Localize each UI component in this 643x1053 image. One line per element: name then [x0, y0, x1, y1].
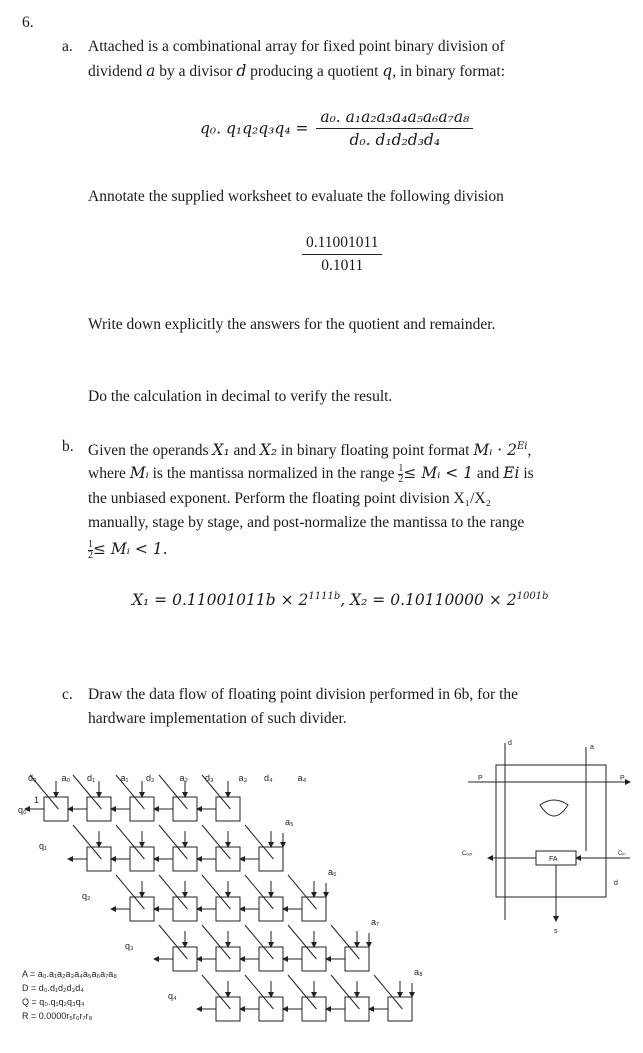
- xor-gate: [540, 800, 568, 816]
- cell-fa-label: FA: [549, 856, 558, 863]
- array-cell: [259, 847, 283, 871]
- top-label-5: a₂: [179, 773, 188, 783]
- part-c-line2: hardware implementation of such divider.: [88, 710, 347, 727]
- q-label-4: q₄: [168, 991, 177, 1001]
- legend-line-3: R = 0.0000r₅r₆r₇r₈: [22, 1011, 93, 1021]
- a-side-label-2: a₇: [371, 917, 380, 927]
- array-cell: [259, 997, 283, 1021]
- cell-d-out-label: d: [614, 880, 618, 887]
- div-numerator: 0.11001011: [302, 232, 382, 255]
- top-label-1: a₀: [61, 773, 71, 783]
- cell-p-in-label: P: [478, 775, 483, 782]
- array-cell: [173, 947, 197, 971]
- a-side-label-3: a₈: [414, 967, 423, 977]
- quotient-formula: q₀. q₁q₂q₃q₄ = $\frac{\text{a₀. a₁a₂a₃a₄a₅a₆a₇a₈}}{\text{d₀. d₁d₂d₃d₄}}$: [200, 106, 473, 151]
- part-b-line4: manually, stage by stage, and post-normalize the mantissa to the range: [88, 514, 525, 531]
- q-label-0: q₀: [18, 805, 27, 815]
- part-b-line2: where Mᵢ is the mantissa normalized in the range $\frac{1}{2}$ ≤ Mᵢ < 1 and Ei is: [88, 462, 534, 485]
- divider-array-diagram: [0, 735, 643, 1053]
- annotate-text: Annotate the supplied worksheet to evaluate the following division: [88, 188, 504, 205]
- array-cell: [345, 947, 369, 971]
- legend-line-2: Q = q₀.q₁q₂q₃q₄: [22, 997, 85, 1007]
- array-cell: [302, 897, 326, 921]
- part-a-label: a.: [62, 38, 73, 55]
- array-cell: [302, 997, 326, 1021]
- one-label: 1: [34, 795, 40, 805]
- top-label-4: d₂: [146, 773, 155, 783]
- part-b-line1: Given the operands X₁ and X₂ in binary floating point format Mᵢ · $2^{Ei}$,: [88, 441, 532, 460]
- top-label-2: d₁: [87, 773, 96, 783]
- array-cell: [216, 847, 240, 871]
- top-label-3: a₁: [120, 773, 129, 783]
- cell-s-label: s: [554, 928, 558, 935]
- q-label-2: q₂: [82, 891, 91, 901]
- array-cell: [302, 947, 326, 971]
- array-cell: [216, 797, 240, 821]
- cell-p-out-label: P: [620, 775, 625, 782]
- q-label-3: q₃: [125, 941, 134, 951]
- array-cell: [259, 897, 283, 921]
- array-cell: [130, 797, 154, 821]
- array-cell: [44, 797, 68, 821]
- a-side-label-1: a₆: [328, 867, 337, 877]
- cell-a-label: a: [590, 744, 594, 751]
- array-cell: [130, 897, 154, 921]
- a-side-label-0: a₅: [285, 817, 294, 827]
- cell-d-label: d: [508, 740, 512, 747]
- part-c-label: c.: [62, 686, 73, 703]
- top-label-8: d₄: [264, 773, 273, 783]
- cell-cin-label: Cᵢₙ: [618, 851, 626, 857]
- cell-cout-label: Cₒᵤₜ: [462, 851, 473, 857]
- array-cell: [345, 997, 369, 1021]
- part-b-line5: $\frac{1}{2}$ ≤ Mᵢ < 1.: [88, 538, 168, 561]
- question-number: 6.: [22, 14, 34, 31]
- array-cell: [173, 897, 197, 921]
- array-cell: [216, 897, 240, 921]
- operand-equation: $X_1 = 0.11001011b \times 2^{1111b}$, $X_2 = 0.10110000 \times 2^{1001b}$: [132, 591, 549, 610]
- top-label-6: d₃: [205, 773, 214, 783]
- array-cell: [87, 797, 111, 821]
- cell-detail-box: [496, 765, 606, 897]
- legend-line-1: D = d₀.d₁d₂d₃d₄: [22, 983, 84, 993]
- array-cell: [259, 947, 283, 971]
- array-cell: [216, 947, 240, 971]
- array-cell: [388, 997, 412, 1021]
- legend-line-0: A = a₀.a₁a₂a₃a₄a₅a₆a₇a₈: [22, 969, 117, 979]
- top-label-7: a₃: [238, 773, 248, 783]
- div-denominator: 0.1011: [321, 257, 364, 274]
- part-b-label: b.: [62, 438, 74, 455]
- part-a-line2: dividend a by a divisor d producing a quotient q, in binary format:: [88, 62, 505, 80]
- top-label-0: d₀: [28, 773, 37, 783]
- division-fraction: [302, 232, 382, 277]
- write-down-text: Write down explicitly the answers for the quotient and remainder.: [88, 316, 496, 333]
- top-label-9: a₄: [297, 773, 307, 783]
- part-a-line1: Attached is a combinational array for fixed point binary division of: [88, 38, 505, 55]
- array-cell: [130, 847, 154, 871]
- q-label-1: q₁: [39, 841, 48, 851]
- array-cell: [173, 847, 197, 871]
- decimal-text: Do the calculation in decimal to verify the result.: [88, 388, 393, 405]
- array-cell: [87, 847, 111, 871]
- part-c-line1: Draw the data flow of floating point division performed in 6b, for the: [88, 686, 519, 703]
- array-cell: [216, 997, 240, 1021]
- part-b-line3: the unbiased exponent. Perform the floating point division X₁/X₂: [88, 490, 491, 507]
- array-cell: [173, 797, 197, 821]
